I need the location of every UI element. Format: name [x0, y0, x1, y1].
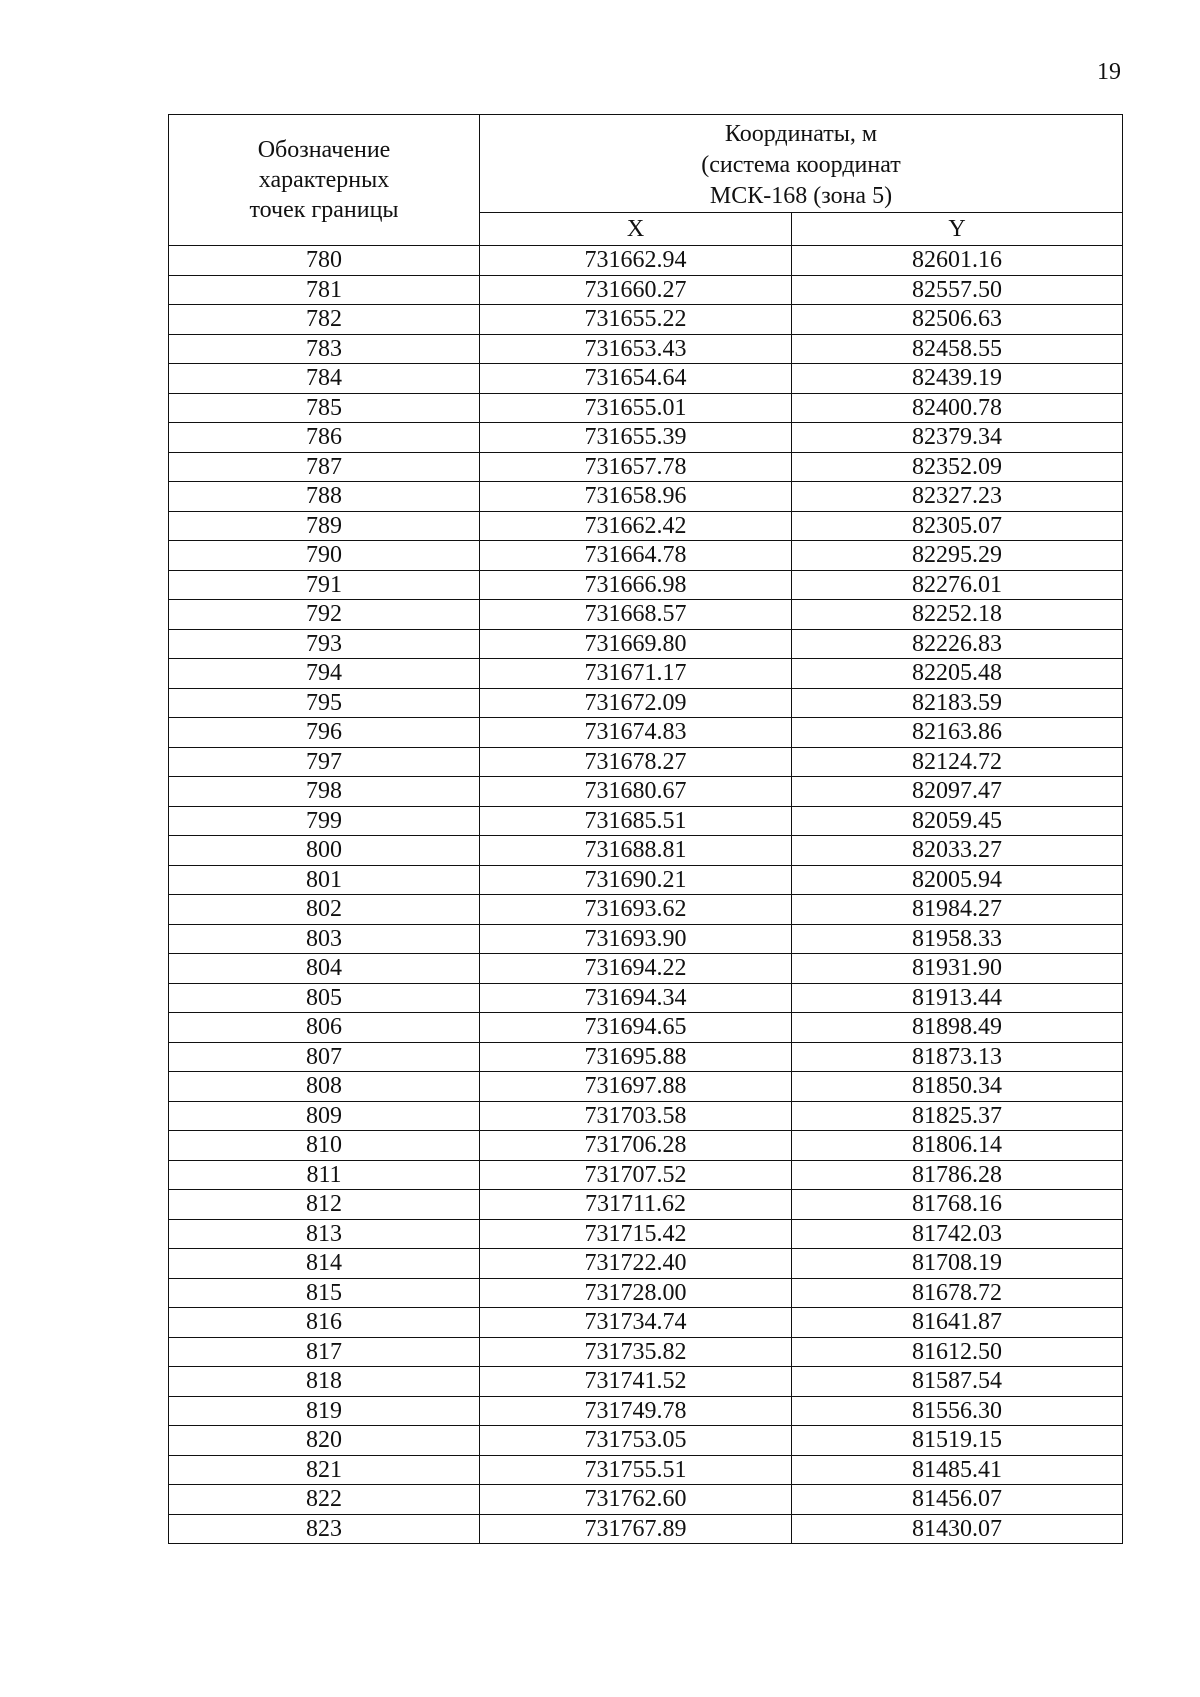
table-row — [169, 1514, 1123, 1544]
point-number-cell: 811 — [169, 1160, 480, 1190]
y-coordinate-cell: 81913.44 — [792, 983, 1123, 1013]
point-number-cell: 788 — [169, 482, 480, 512]
table-row — [169, 1013, 1123, 1043]
point-number-cell: 799 — [169, 806, 480, 836]
table-row — [169, 570, 1123, 600]
coordinates-column-header — [480, 115, 1123, 213]
x-coordinate-cell: 731669.80 — [480, 629, 792, 659]
y-coordinate-cell: 81806.14 — [792, 1131, 1123, 1161]
y-coordinate-cell: 81958.33 — [792, 924, 1123, 954]
x-coordinate-cell: 731664.78 — [480, 541, 792, 571]
point-number-cell: 783 — [169, 334, 480, 364]
y-coordinate-cell: 82097.47 — [792, 777, 1123, 807]
point-number-cell: 802 — [169, 895, 480, 925]
point-number-cell: 808 — [169, 1072, 480, 1102]
point-number-cell: 793 — [169, 629, 480, 659]
table-row — [169, 718, 1123, 748]
y-coordinate-cell: 82005.94 — [792, 865, 1123, 895]
x-coordinate-cell: 731688.81 — [480, 836, 792, 866]
point-number-cell: 782 — [169, 305, 480, 335]
point-number-cell: 817 — [169, 1337, 480, 1367]
x-coordinate-cell: 731711.62 — [480, 1190, 792, 1220]
point-number-cell: 789 — [169, 511, 480, 541]
y-coordinate-cell: 81485.41 — [792, 1455, 1123, 1485]
point-number-cell: 785 — [169, 393, 480, 423]
table-row — [169, 393, 1123, 423]
y-coordinate-cell: 81931.90 — [792, 954, 1123, 984]
table-row — [169, 777, 1123, 807]
point-number-cell: 801 — [169, 865, 480, 895]
point-number-cell: 816 — [169, 1308, 480, 1338]
x-column-header: X — [480, 213, 792, 246]
point-number-cell: 781 — [169, 275, 480, 305]
x-coordinate-cell: 731680.67 — [480, 777, 792, 807]
table-row — [169, 688, 1123, 718]
table-row — [169, 983, 1123, 1013]
y-coordinate-cell: 81519.15 — [792, 1426, 1123, 1456]
points-column-header — [169, 115, 480, 246]
table-row — [169, 865, 1123, 895]
point-number-cell: 813 — [169, 1219, 480, 1249]
table-row — [169, 1131, 1123, 1161]
x-coordinate-cell: 731694.65 — [480, 1013, 792, 1043]
table-row — [169, 1249, 1123, 1279]
x-coordinate-cell: 731658.96 — [480, 482, 792, 512]
x-coordinate-cell: 731690.21 — [480, 865, 792, 895]
table-row — [169, 1396, 1123, 1426]
y-coordinate-cell: 82601.16 — [792, 246, 1123, 276]
x-coordinate-cell: 731703.58 — [480, 1101, 792, 1131]
point-number-cell: 818 — [169, 1367, 480, 1397]
y-column-header: Y — [792, 213, 1123, 246]
y-coordinate-cell: 82205.48 — [792, 659, 1123, 689]
table-row — [169, 747, 1123, 777]
y-coordinate-cell: 81612.50 — [792, 1337, 1123, 1367]
y-coordinate-cell: 82305.07 — [792, 511, 1123, 541]
table-row — [169, 334, 1123, 364]
x-coordinate-cell: 731685.51 — [480, 806, 792, 836]
table-row — [169, 1337, 1123, 1367]
y-coordinate-cell: 81786.28 — [792, 1160, 1123, 1190]
y-coordinate-cell: 82124.72 — [792, 747, 1123, 777]
table-row — [169, 511, 1123, 541]
y-coordinate-cell: 82400.78 — [792, 393, 1123, 423]
y-coordinate-cell: 81898.49 — [792, 1013, 1123, 1043]
point-number-cell: 798 — [169, 777, 480, 807]
coords-header-line: Координаты, м — [724, 121, 878, 147]
x-coordinate-cell: 731734.74 — [480, 1308, 792, 1338]
page-number: 19 — [1097, 59, 1121, 85]
table-row — [169, 895, 1123, 925]
x-coordinate-cell: 731654.64 — [480, 364, 792, 394]
x-coordinate-cell: 731753.05 — [480, 1426, 792, 1456]
point-number-cell: 803 — [169, 924, 480, 954]
y-coordinate-cell: 81984.27 — [792, 895, 1123, 925]
point-number-cell: 780 — [169, 246, 480, 276]
x-coordinate-cell: 731655.01 — [480, 393, 792, 423]
x-coordinate-cell: 731660.27 — [480, 275, 792, 305]
table-row — [169, 1485, 1123, 1515]
table-row — [169, 423, 1123, 453]
table-body — [169, 246, 1123, 1544]
y-coordinate-cell: 81456.07 — [792, 1485, 1123, 1515]
y-coordinate-cell: 81556.30 — [792, 1396, 1123, 1426]
point-number-cell: 815 — [169, 1278, 480, 1308]
x-coordinate-cell: 731695.88 — [480, 1042, 792, 1072]
y-coordinate-cell: 81768.16 — [792, 1190, 1123, 1220]
y-coordinate-cell: 82226.83 — [792, 629, 1123, 659]
table-row — [169, 629, 1123, 659]
point-number-cell: 807 — [169, 1042, 480, 1072]
table-row — [169, 1367, 1123, 1397]
point-number-cell: 819 — [169, 1396, 480, 1426]
point-number-cell: 810 — [169, 1131, 480, 1161]
table-row — [169, 659, 1123, 689]
x-coordinate-cell: 731672.09 — [480, 688, 792, 718]
x-coordinate-cell: 731728.00 — [480, 1278, 792, 1308]
x-coordinate-cell: 731678.27 — [480, 747, 792, 777]
x-coordinate-cell: 731767.89 — [480, 1514, 792, 1544]
table-row — [169, 1219, 1123, 1249]
x-coordinate-cell: 731657.78 — [480, 452, 792, 482]
x-coordinate-cell: 731722.40 — [480, 1249, 792, 1279]
x-coordinate-cell: 731694.34 — [480, 983, 792, 1013]
point-number-cell: 790 — [169, 541, 480, 571]
y-coordinate-cell: 82458.55 — [792, 334, 1123, 364]
y-coordinate-cell: 82033.27 — [792, 836, 1123, 866]
coords-header-line: (система координат — [701, 152, 901, 178]
x-coordinate-cell: 731706.28 — [480, 1131, 792, 1161]
table-row — [169, 924, 1123, 954]
y-coordinate-cell: 81742.03 — [792, 1219, 1123, 1249]
table-row — [169, 1101, 1123, 1131]
point-number-cell: 787 — [169, 452, 480, 482]
table-row — [169, 954, 1123, 984]
x-coordinate-cell: 731693.62 — [480, 895, 792, 925]
point-number-cell: 786 — [169, 423, 480, 453]
points-header-line: Обозначение — [257, 137, 391, 163]
y-coordinate-cell: 82557.50 — [792, 275, 1123, 305]
y-coordinate-cell: 82252.18 — [792, 600, 1123, 630]
x-coordinate-cell: 731735.82 — [480, 1337, 792, 1367]
x-coordinate-cell: 731668.57 — [480, 600, 792, 630]
y-coordinate-cell: 82059.45 — [792, 806, 1123, 836]
point-number-cell: 809 — [169, 1101, 480, 1131]
y-coordinate-cell: 81825.37 — [792, 1101, 1123, 1131]
y-coordinate-cell: 82163.86 — [792, 718, 1123, 748]
x-coordinate-cell: 731655.39 — [480, 423, 792, 453]
table-row — [169, 364, 1123, 394]
y-coordinate-cell: 82183.59 — [792, 688, 1123, 718]
x-coordinate-cell: 731694.22 — [480, 954, 792, 984]
y-coordinate-cell: 81587.54 — [792, 1367, 1123, 1397]
point-number-cell: 805 — [169, 983, 480, 1013]
table-row — [169, 600, 1123, 630]
point-number-cell: 794 — [169, 659, 480, 689]
y-coordinate-cell: 82379.34 — [792, 423, 1123, 453]
table-row — [169, 1426, 1123, 1456]
table-row — [169, 1455, 1123, 1485]
y-coordinate-cell: 82276.01 — [792, 570, 1123, 600]
x-coordinate-cell: 731653.43 — [480, 334, 792, 364]
point-number-cell: 791 — [169, 570, 480, 600]
table-row — [169, 836, 1123, 866]
point-number-cell: 784 — [169, 364, 480, 394]
point-number-cell: 812 — [169, 1190, 480, 1220]
point-number-cell: 795 — [169, 688, 480, 718]
x-coordinate-cell: 731749.78 — [480, 1396, 792, 1426]
table-row — [169, 1160, 1123, 1190]
y-coordinate-cell: 81678.72 — [792, 1278, 1123, 1308]
point-number-cell: 796 — [169, 718, 480, 748]
points-header-line: точек границы — [249, 197, 399, 223]
coords-header-line: МСК-168 (зона 5) — [709, 183, 893, 209]
table-row — [169, 541, 1123, 571]
point-number-cell: 800 — [169, 836, 480, 866]
table-row — [169, 246, 1123, 276]
x-coordinate-cell: 731662.42 — [480, 511, 792, 541]
y-coordinate-cell: 81641.87 — [792, 1308, 1123, 1338]
y-coordinate-cell: 82352.09 — [792, 452, 1123, 482]
table-row — [169, 1308, 1123, 1338]
point-number-cell: 804 — [169, 954, 480, 984]
table-row — [169, 1278, 1123, 1308]
point-number-cell: 820 — [169, 1426, 480, 1456]
y-coordinate-cell: 82506.63 — [792, 305, 1123, 335]
table-row — [169, 1042, 1123, 1072]
x-coordinate-cell: 731707.52 — [480, 1160, 792, 1190]
y-coordinate-cell: 82295.29 — [792, 541, 1123, 571]
x-coordinate-cell: 731715.42 — [480, 1219, 792, 1249]
x-coordinate-cell: 731755.51 — [480, 1455, 792, 1485]
table-row — [169, 482, 1123, 512]
x-coordinate-cell: 731671.17 — [480, 659, 792, 689]
table-row — [169, 452, 1123, 482]
table-row — [169, 806, 1123, 836]
y-coordinate-cell: 81430.07 — [792, 1514, 1123, 1544]
x-coordinate-cell: 731666.98 — [480, 570, 792, 600]
x-coordinate-cell: 731741.52 — [480, 1367, 792, 1397]
y-coordinate-cell: 82439.19 — [792, 364, 1123, 394]
table-row — [169, 275, 1123, 305]
point-number-cell: 797 — [169, 747, 480, 777]
x-coordinate-cell: 731662.94 — [480, 246, 792, 276]
x-coordinate-cell: 731674.83 — [480, 718, 792, 748]
table-row — [169, 1072, 1123, 1102]
point-number-cell: 792 — [169, 600, 480, 630]
x-coordinate-cell: 731762.60 — [480, 1485, 792, 1515]
x-coordinate-cell: 731655.22 — [480, 305, 792, 335]
x-coordinate-cell: 731697.88 — [480, 1072, 792, 1102]
coordinates-table — [168, 114, 1123, 1544]
point-number-cell: 821 — [169, 1455, 480, 1485]
y-coordinate-cell: 81850.34 — [792, 1072, 1123, 1102]
y-coordinate-cell: 82327.23 — [792, 482, 1123, 512]
y-coordinate-cell: 81708.19 — [792, 1249, 1123, 1279]
points-header-line: характерных — [258, 167, 390, 193]
table-row — [169, 305, 1123, 335]
point-number-cell: 806 — [169, 1013, 480, 1043]
point-number-cell: 814 — [169, 1249, 480, 1279]
y-coordinate-cell: 81873.13 — [792, 1042, 1123, 1072]
point-number-cell: 822 — [169, 1485, 480, 1515]
point-number-cell: 823 — [169, 1514, 480, 1544]
x-coordinate-cell: 731693.90 — [480, 924, 792, 954]
table-row — [169, 1190, 1123, 1220]
